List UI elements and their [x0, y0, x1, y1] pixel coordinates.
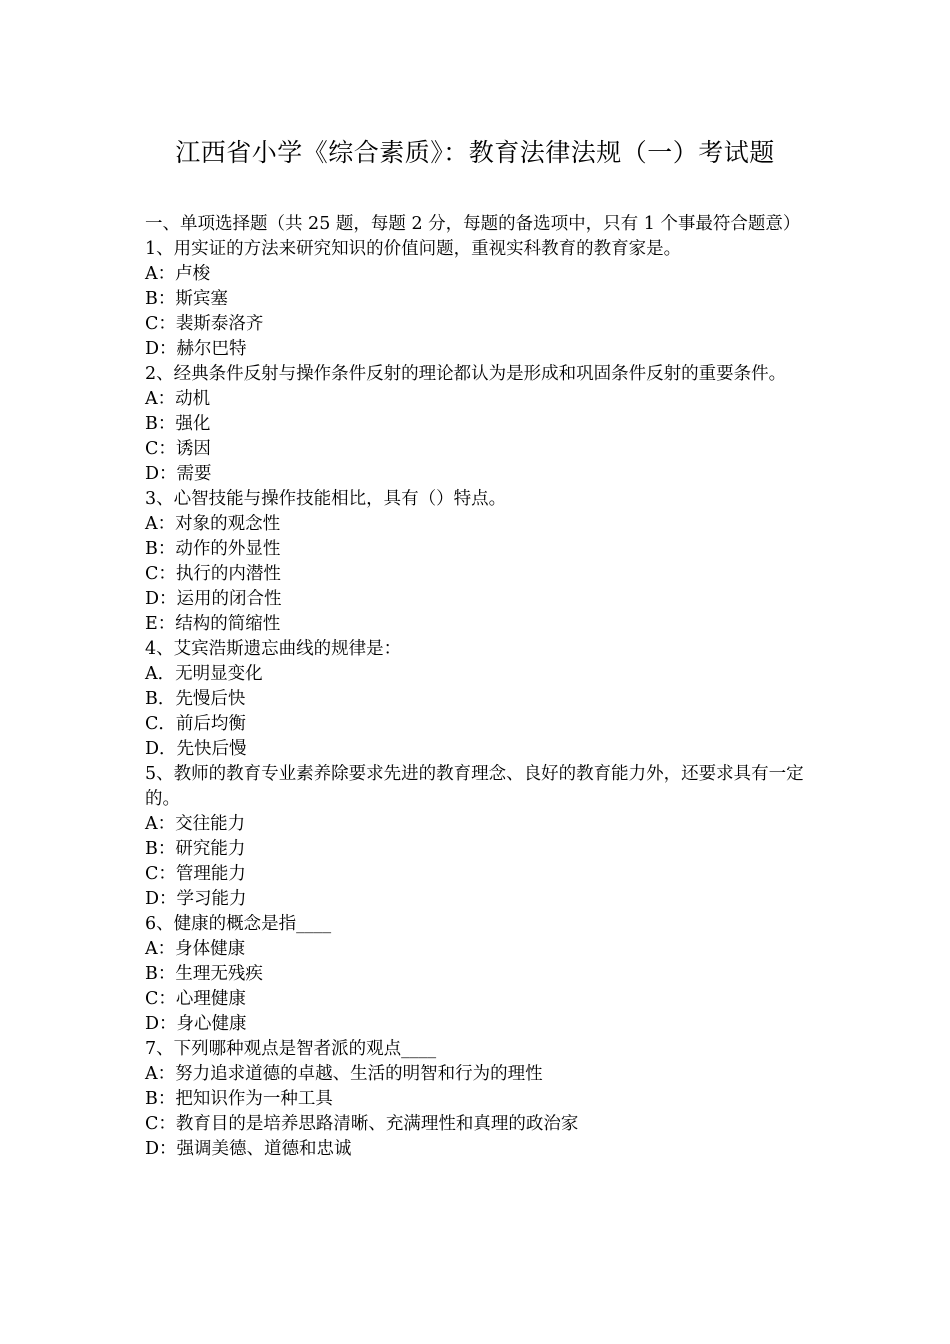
option-b: B：把知识作为一种工具 — [145, 1089, 333, 1109]
option-d: D：身心健康 — [145, 1014, 247, 1034]
question-7 — [145, 1037, 810, 1162]
option-e: E：结构的简缩性 — [145, 614, 281, 634]
option-c: C：管理能力 — [145, 864, 246, 884]
option-a: A：交往能力 — [145, 814, 246, 834]
question-stem: 5、教师的教育专业素养除要求先进的教育理念、良好的教育能力外，还要求具有一定的。 — [145, 764, 804, 809]
option-a: A：身体健康 — [145, 939, 246, 959]
option-c: C：教育目的是培养思路清晰、充满理性和真理的政治家 — [145, 1114, 579, 1134]
option-d: D：需要 — [145, 464, 212, 484]
option-d: D．先快后慢 — [145, 739, 247, 759]
option-d: D：赫尔巴特 — [145, 339, 247, 359]
question-stem: 3、心智技能与操作技能相比，具有（）特点。 — [145, 489, 507, 509]
question-stem: 7、下列哪种观点是智者派的观点____ — [145, 1039, 437, 1059]
question-2 — [145, 362, 810, 487]
option-b: B：斯宾塞 — [145, 289, 228, 309]
option-d: D：强调美德、道德和忠诚 — [145, 1139, 352, 1159]
question-stem: 6、健康的概念是指____ — [145, 914, 332, 934]
question-stem: 2、经典条件反射与操作条件反射的理论都认为是形成和巩固条件反射的重要条件。 — [145, 364, 787, 384]
option-b: B：研究能力 — [145, 839, 246, 859]
document-title: 江西省小学《综合素质》：教育法律法规（一）考试题 — [175, 138, 775, 167]
option-b: B：强化 — [145, 414, 211, 434]
question-4 — [145, 637, 810, 762]
option-a: A：努力追求道德的卓越、生活的明智和行为的理性 — [145, 1064, 543, 1084]
option-b: B：生理无残疾 — [145, 964, 263, 984]
option-d: D：学习能力 — [145, 889, 247, 909]
document-body — [145, 212, 810, 1162]
option-a: A：动机 — [145, 389, 211, 409]
option-b: B：动作的外显性 — [145, 539, 281, 559]
question-stem: 1、用实证的方法来研究知识的价值问题，重视实科教育的教育家是。 — [145, 239, 682, 259]
option-c: C：执行的内潜性 — [145, 564, 281, 584]
option-c: C：心理健康 — [145, 989, 246, 1009]
question-6 — [145, 912, 810, 1037]
question-3 — [145, 487, 810, 637]
section-header: 一、单项选择题（共 25 题，每题 2 分，每题的备选项中，只有 1 个事最符合题意） — [145, 214, 801, 234]
question-stem: 4、艾宾浩斯遗忘曲线的规律是： — [145, 639, 402, 659]
option-a: A．无明显变化 — [145, 664, 263, 684]
option-c: C．前后均衡 — [145, 714, 246, 734]
option-c: C：诱因 — [145, 439, 211, 459]
option-a: A：对象的观念性 — [145, 514, 281, 534]
option-c: C：裴斯泰洛齐 — [145, 314, 264, 334]
option-a: A：卢梭 — [145, 264, 211, 284]
option-b: B．先慢后快 — [145, 689, 246, 709]
question-1 — [145, 237, 810, 362]
option-d: D：运用的闭合性 — [145, 589, 282, 609]
question-5 — [145, 762, 810, 912]
